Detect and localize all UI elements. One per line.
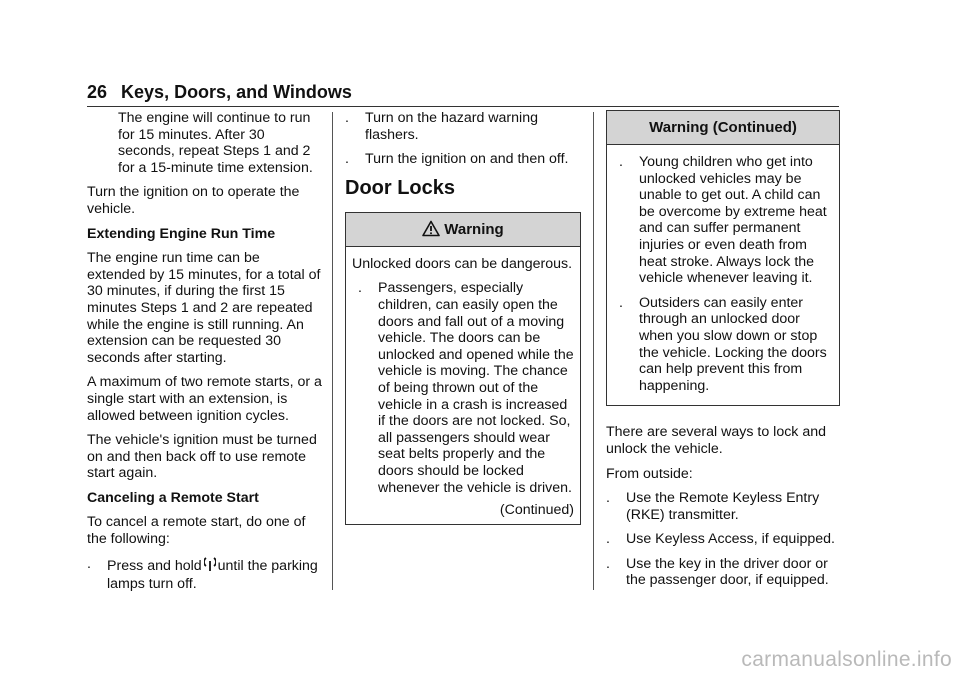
heading-door-locks: Door Locks — [345, 176, 456, 199]
bullet-keyless — [606, 531, 840, 548]
bullet-rke-text: Use the Remote Keyless Entry (RKE) transmitter. — [626, 490, 820, 523]
column-3 — [606, 110, 840, 597]
bullet-keyless-text: Use Keyless Access, if equipped. — [626, 531, 835, 548]
bullet-hazard — [345, 110, 581, 143]
para-extending: The engine run time can be extended by 15 minutes, for a total of 30 minutes, if during the first 15 minutes Steps 1 and 2 are repeated while the engine is still running. An extension can be requested 30 seconds after starting. — [87, 250, 321, 366]
bullet-mark: . — [87, 555, 91, 572]
bullet-key-text: Use the key in the driver door or the passenger door, if equipped. — [626, 555, 829, 589]
bullet-mark: . — [345, 151, 349, 168]
section-title: Keys, Doors, and Windows — [121, 82, 352, 102]
para-outside: From outside: — [606, 465, 693, 482]
bullet-key — [606, 556, 840, 589]
warning-intro: Unlocked doors can be dangerous. — [352, 255, 573, 272]
warning-box — [345, 212, 581, 525]
bullet-mark: . — [606, 490, 610, 507]
bullet-ignition-text: Turn the ignition on and then off. — [365, 151, 569, 168]
column-2 — [345, 110, 581, 535]
bullet-mark: . — [606, 555, 610, 572]
bullet-mark: . — [345, 110, 349, 126]
watermark: carmanualsonline.info — [741, 648, 952, 671]
bullet-ignition — [345, 151, 581, 168]
bullet-mark: . — [606, 531, 610, 548]
para-cancel: To cancel a remote start, do one of the following: — [87, 514, 306, 548]
warning-title: Warning — [444, 220, 504, 238]
bullet-text-a: Press and hold — [107, 557, 202, 574]
warning-triangle-icon — [422, 216, 440, 249]
warning-title-continued: Warning (Continued) — [649, 119, 797, 136]
warning-body — [346, 247, 580, 524]
bullet-text-b: until the parking lamps turn off. — [107, 557, 318, 593]
continued-paragraph: The engine will continue to run for 15 minutes. After 30 seconds, repeat Steps 1 and 2 for a 15-minute time extension. — [118, 110, 313, 176]
heading-extending: Extending Engine Run Time — [87, 225, 276, 242]
bullet-mark: . — [619, 154, 623, 170]
continued-label: (Continued) — [499, 502, 574, 519]
bullet-mark: . — [619, 294, 623, 311]
warning-bullet-text: Young children who get into unlocked vehicles may be unable to get out. A child can be overcome by extreme heat and can suffer permanent injuries or even death from heat stroke. Always lock the vehicle whenever leaving it. — [639, 154, 827, 287]
column-divider-1 — [332, 112, 333, 590]
bullet-press-hold — [87, 556, 322, 593]
warning-bullet — [613, 295, 833, 395]
warning-box-continued — [606, 110, 840, 406]
remote-start-icon — [204, 556, 216, 577]
para-ignition: The vehicle's ignition must be turned on and then back off to use remote start again. — [87, 432, 317, 482]
warning-body-continued — [607, 145, 839, 405]
column-divider-2 — [593, 112, 594, 590]
bullet-hazard-text: Turn on the hazard warning flashers. — [365, 110, 538, 143]
warning-bullet — [352, 280, 574, 496]
column-1 — [87, 110, 322, 601]
heading-canceling: Canceling a Remote Start — [87, 489, 259, 506]
bullet-mark: . — [358, 280, 362, 297]
para-maximum: A maximum of two remote starts, or a single start with an extension, is allowed between ignition cycles. — [87, 374, 322, 424]
page-header — [87, 82, 839, 107]
warning-bullet-text: Outsiders can easily enter through an unlocked door when you slow down or stop the vehicle. Locking the doors can help prevent this from happening. — [639, 294, 827, 394]
para-turn-on: Turn the ignition on to operate the vehicle. — [87, 184, 300, 217]
page-number: 26 — [87, 82, 108, 102]
bullet-rke — [606, 490, 840, 523]
warning-bullet — [613, 154, 833, 287]
para-ways: There are several ways to lock and unlock the vehicle. — [606, 424, 827, 457]
warning-header — [346, 213, 580, 247]
warning-bullet-text: Passengers, especially children, can easily open the doors and fall out of a moving vehicle. The doors can be unlocked and opened while the vehicle is moving. The chance of being thrown out of the vehicle in a crash is increased if the doors are not locked. So, all passengers should wear seat belts properly and the doors should be locked whenever the vehicle is driven. — [378, 280, 574, 496]
warning-header-continued — [607, 111, 839, 145]
